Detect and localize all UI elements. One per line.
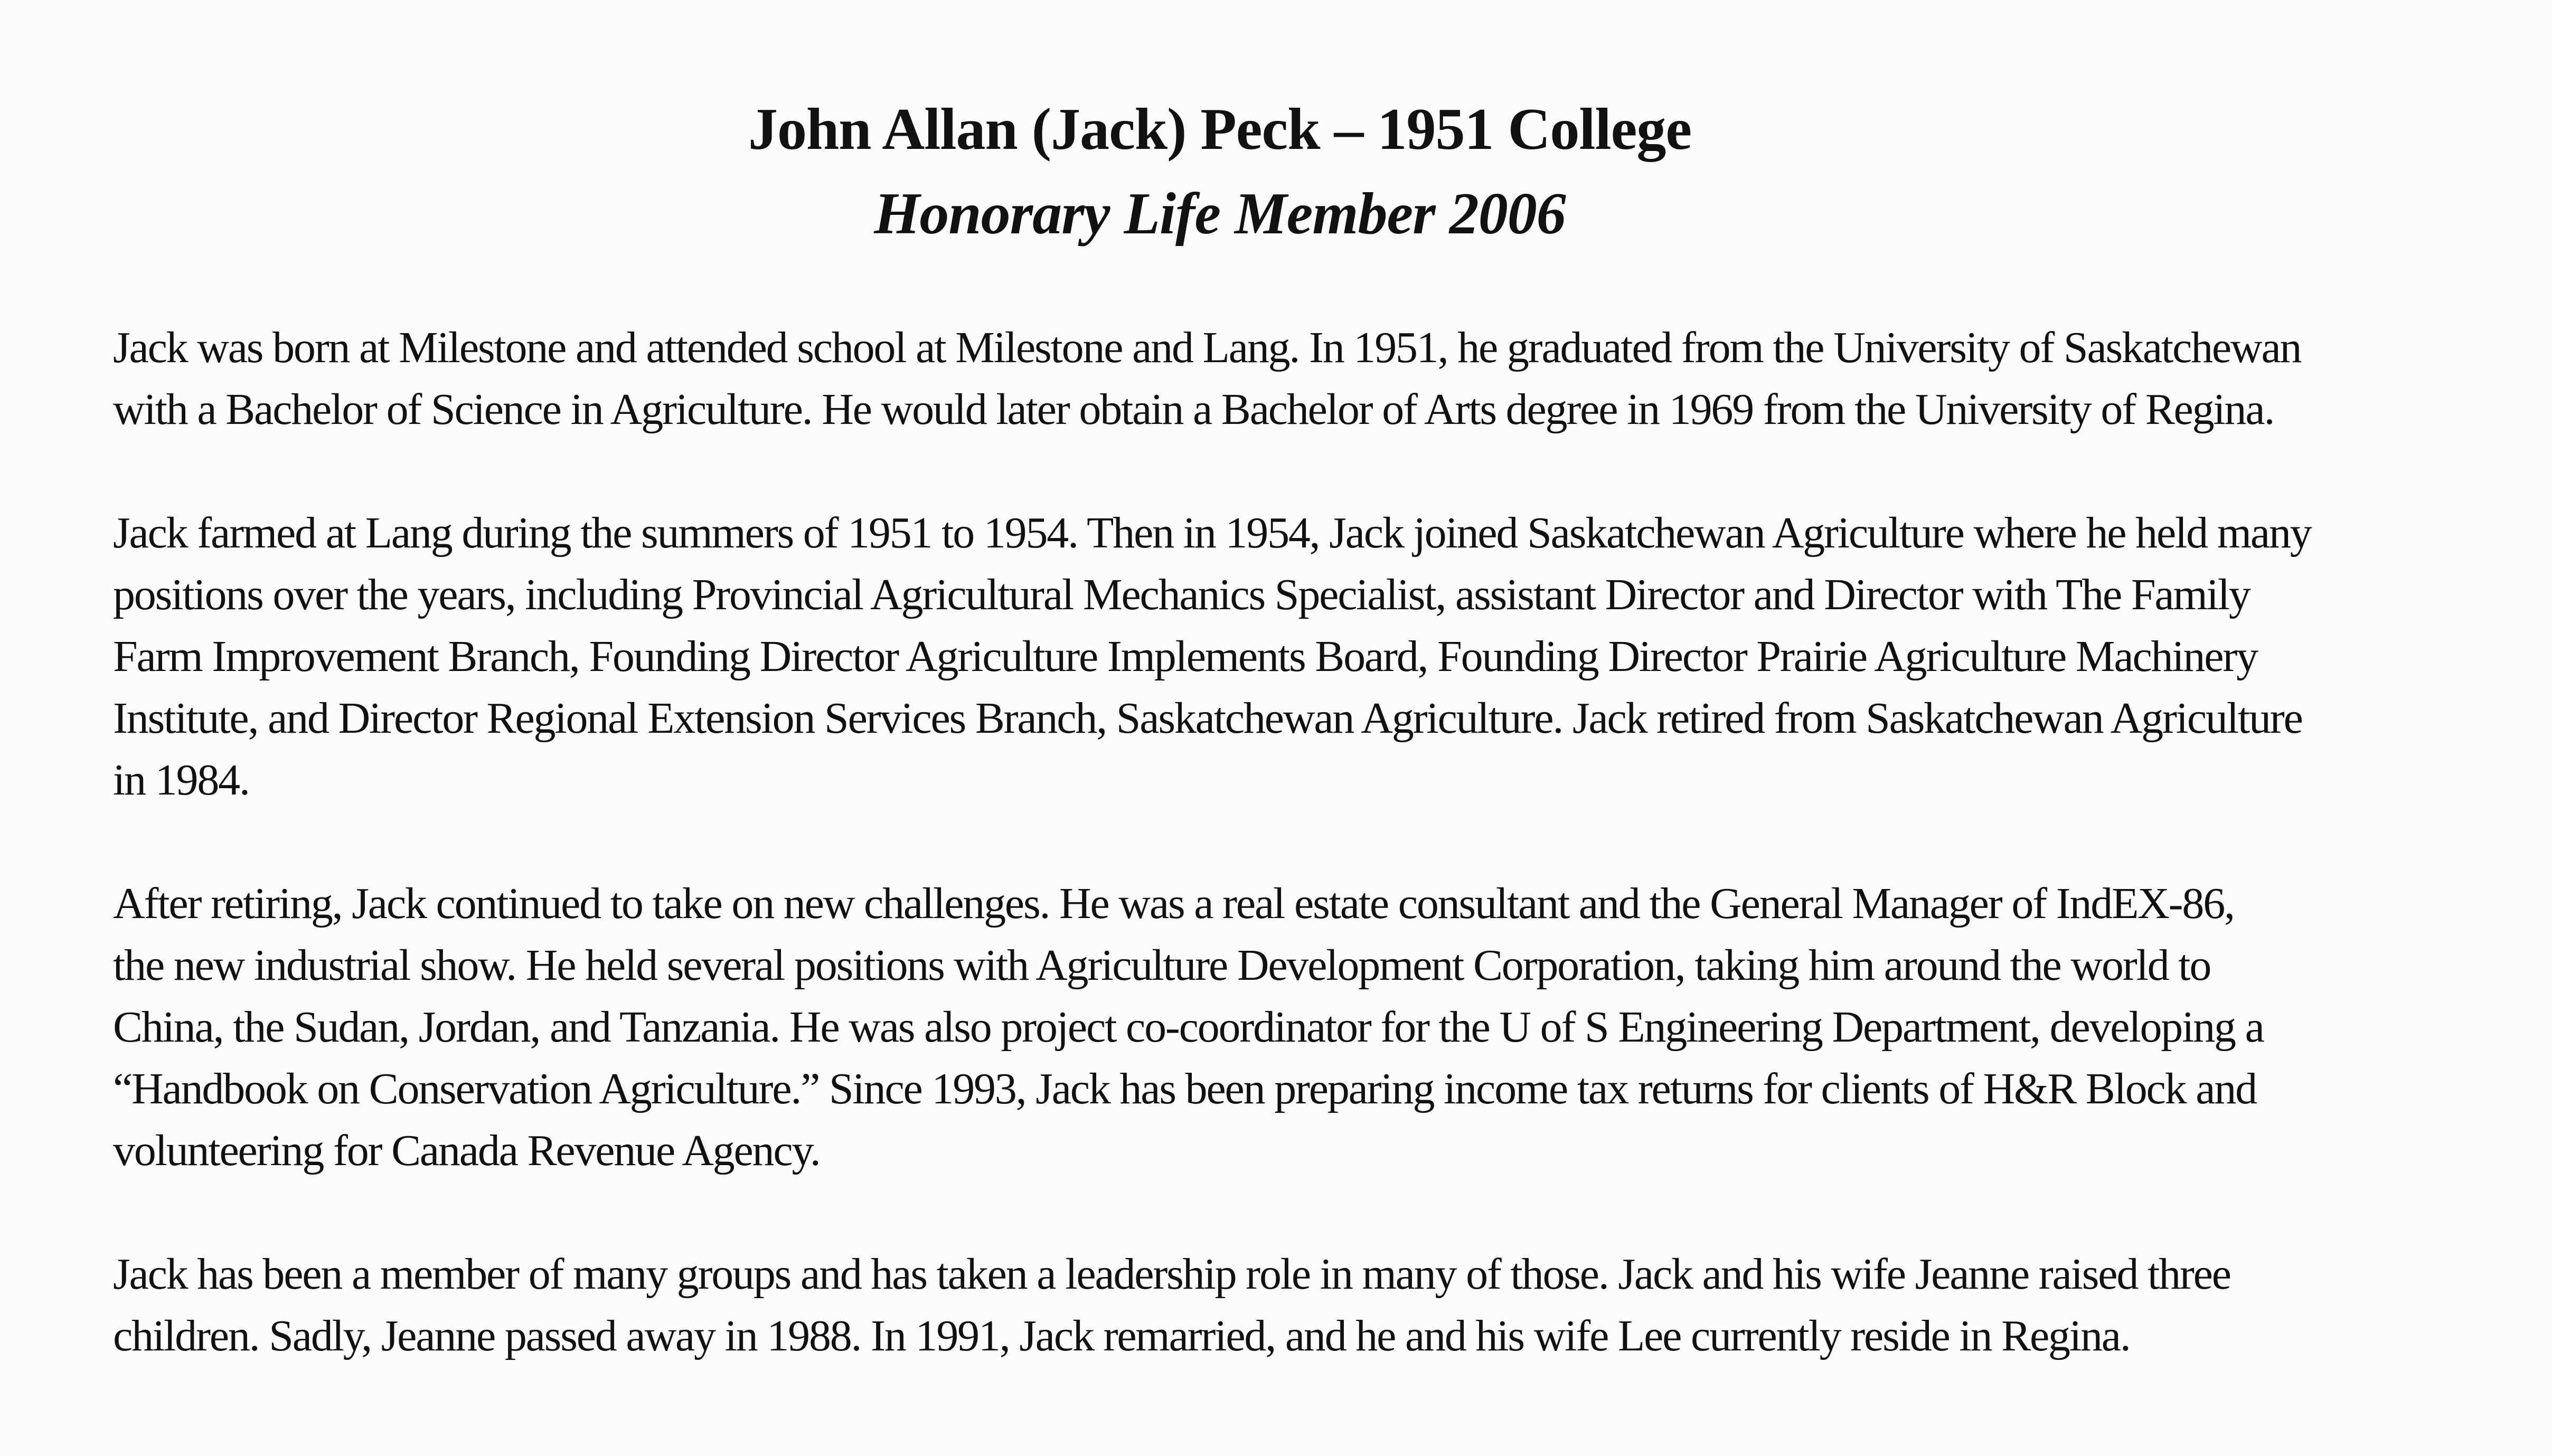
document-body [113, 317, 2447, 1429]
paragraph-career [113, 502, 2447, 811]
text-line: in 1984. [113, 755, 249, 805]
text-line: Jack farmed at Lang during the summers of 1951 to 1954. Then in 1954, Jack joined Saskatchewan Agriculture where he held many [113, 508, 2311, 557]
text-line: Jack was born at Milestone and attended school at Milestone and Lang. In 1951, he graduated from the University of Saskatchewan [113, 323, 2301, 372]
title-block [0, 87, 2440, 256]
text-line: Institute, and Director Regional Extension Services Branch, Saskatchewan Agriculture. Jack retired from Saskatchewan Agriculture [113, 694, 2302, 743]
text-line: “Handbook on Conservation Agriculture.” Since 1993, Jack has been preparing income tax returns for clients of H&R Block and [113, 1064, 2256, 1113]
text-line: positions over the years, including Provincial Agricultural Mechanics Specialist, assistant Director and Director with The Family [113, 570, 2250, 619]
paragraph-family [113, 1243, 2447, 1367]
text-line: China, the Sudan, Jordan, and Tanzania. He was also project co-coordinator for the U of S Engineering Department, developing a [113, 1003, 2264, 1052]
document-subtitle: Honorary Life Member 2006 [874, 181, 1566, 247]
paragraph-education [113, 317, 2447, 440]
text-line: Farm Improvement Branch, Founding Director Agriculture Implements Board, Founding Director Prairie Agriculture Machinery [113, 632, 2257, 681]
document-title: John Allan (Jack) Peck – 1951 College [748, 97, 1692, 162]
text-line: with a Bachelor of Science in Agriculture. He would later obtain a Bachelor of Arts degree in 1969 from the University of Regina. [113, 385, 2274, 434]
text-line: Jack has been a member of many groups and has taken a leadership role in many of those. Jack and his wife Jeanne raised three [113, 1250, 2230, 1299]
text-line: After retiring, Jack continued to take on new challenges. He was a real estate consultant and the General Manager of IndEX-86, [113, 879, 2234, 928]
text-line: volunteering for Canada Revenue Agency. [113, 1126, 820, 1175]
text-line: children. Sadly, Jeanne passed away in 1988. In 1991, Jack remarried, and he and his wife Lee currently reside in Regina. [113, 1311, 2130, 1360]
paragraph-retirement [113, 873, 2447, 1181]
text-line: the new industrial show. He held several positions with Agriculture Development Corporation, taking him around the world to [113, 941, 2211, 990]
